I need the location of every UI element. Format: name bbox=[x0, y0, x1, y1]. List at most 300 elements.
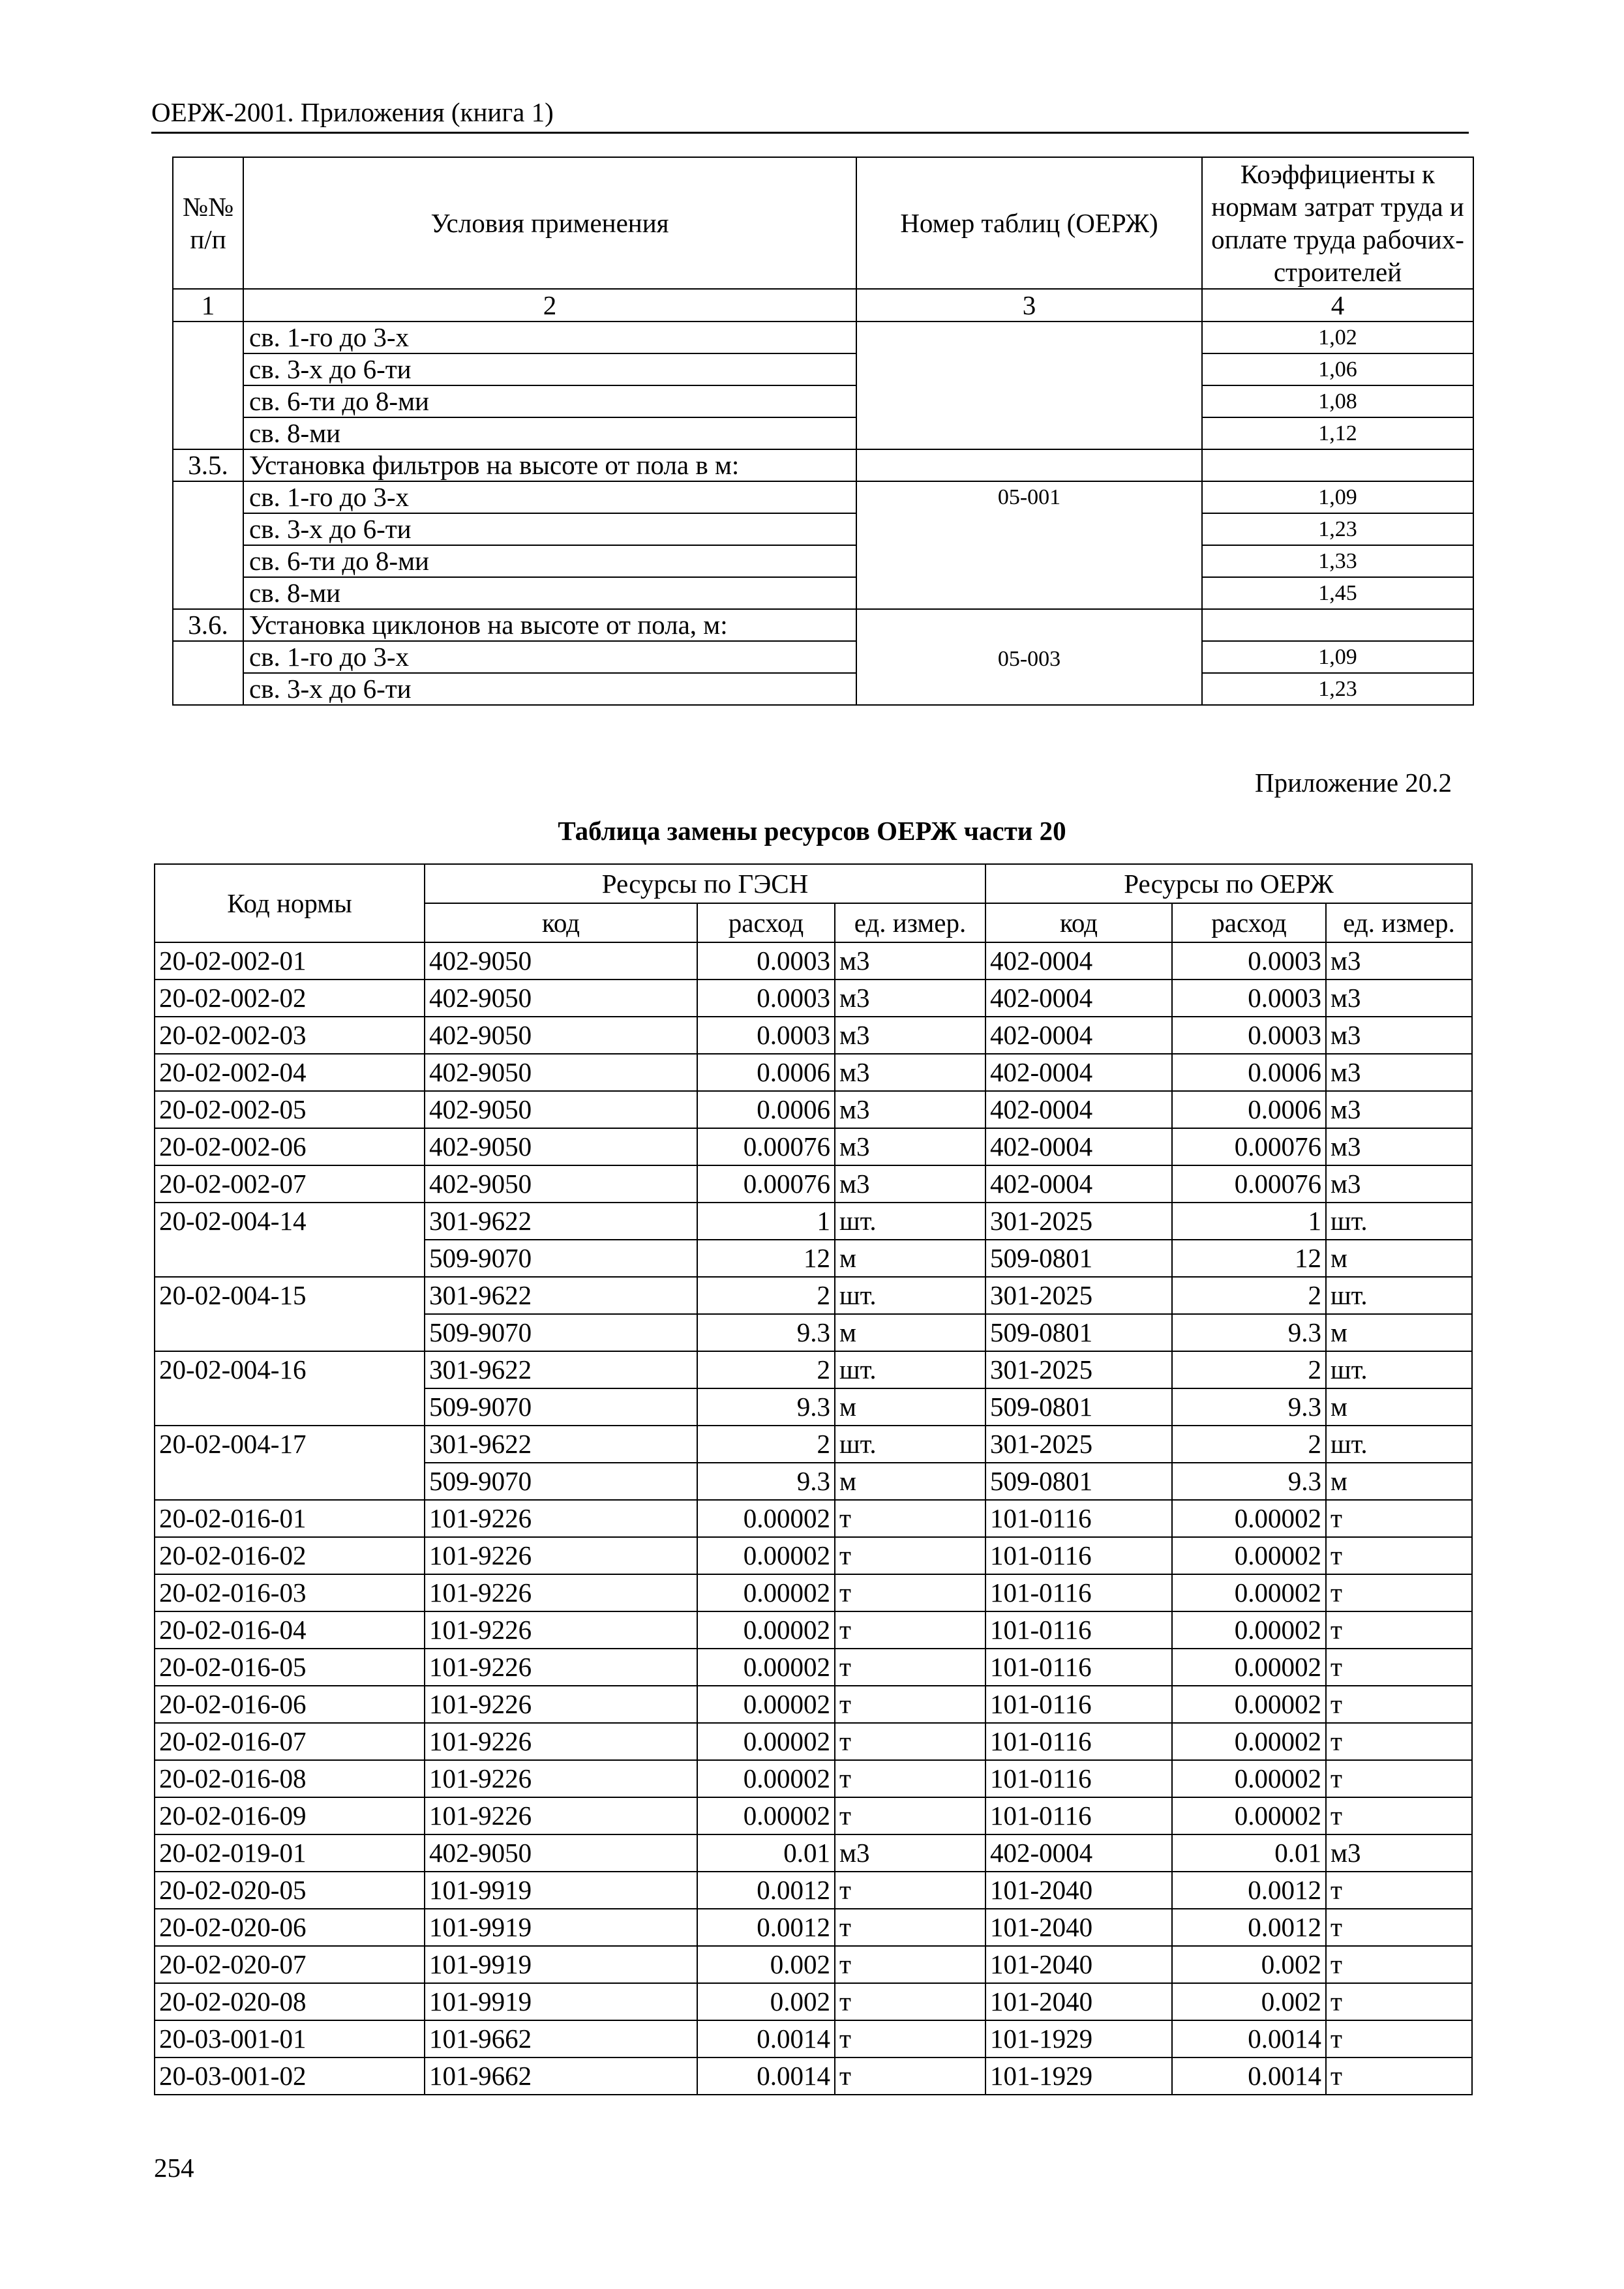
res-gesn-amount: 0.0006 bbox=[697, 1091, 835, 1128]
res-norm-code: 20-02-016-05 bbox=[155, 1649, 425, 1686]
res-gesn-code: 101-9919 bbox=[425, 1983, 697, 2020]
res-oerzh-code: 101-0116 bbox=[985, 1611, 1172, 1649]
res-oerzh-amount: 12 bbox=[1172, 1240, 1326, 1277]
coef-table-number: 05-001 bbox=[856, 481, 1202, 609]
res-header-oerzh-code: код bbox=[985, 903, 1172, 942]
res-gesn-unit: т bbox=[835, 1797, 985, 1834]
res-row bbox=[155, 2057, 1472, 2095]
coef-column-numbers-row bbox=[173, 289, 1473, 322]
res-gesn-code: 509-9070 bbox=[425, 1388, 697, 1426]
res-oerzh-amount: 0.0012 bbox=[1172, 1872, 1326, 1909]
res-gesn-unit: м3 bbox=[835, 1017, 985, 1054]
res-oerzh-amount: 0.00076 bbox=[1172, 1165, 1326, 1203]
coef-row bbox=[173, 449, 1473, 481]
res-gesn-unit: т bbox=[835, 1686, 985, 1723]
res-gesn-unit: м bbox=[835, 1314, 985, 1351]
res-oerzh-code: 101-0116 bbox=[985, 1760, 1172, 1797]
res-oerzh-unit: шт. bbox=[1326, 1277, 1472, 1314]
coef-colnum-4: 4 bbox=[1202, 289, 1473, 322]
res-norm-code: 20-02-002-07 bbox=[155, 1165, 425, 1203]
res-gesn-code: 101-9226 bbox=[425, 1537, 697, 1574]
res-gesn-amount: 0.0003 bbox=[697, 980, 835, 1017]
res-gesn-amount: 0.00002 bbox=[697, 1797, 835, 1834]
res-norm-code: 20-02-002-06 bbox=[155, 1128, 425, 1165]
coef-row bbox=[173, 577, 1473, 609]
res-oerzh-amount: 1 bbox=[1172, 1203, 1326, 1240]
res-gesn-amount: 0.002 bbox=[697, 1983, 835, 2020]
res-gesn-code: 101-9919 bbox=[425, 1872, 697, 1909]
coef-table-number: 05-003 bbox=[856, 609, 1202, 705]
res-gesn-code: 301-9622 bbox=[425, 1203, 697, 1240]
res-oerzh-code: 402-0004 bbox=[985, 980, 1172, 1017]
res-gesn-code: 101-9226 bbox=[425, 1574, 697, 1611]
res-oerzh-code: 402-0004 bbox=[985, 1128, 1172, 1165]
coef-row bbox=[173, 322, 1473, 353]
res-header-gesn: Ресурсы по ГЭСН bbox=[425, 864, 985, 903]
res-gesn-amount: 1 bbox=[697, 1203, 835, 1240]
res-gesn-code: 101-9226 bbox=[425, 1611, 697, 1649]
res-oerzh-amount: 0.00002 bbox=[1172, 1797, 1326, 1834]
res-gesn-unit: м bbox=[835, 1388, 985, 1426]
res-gesn-amount: 0.0003 bbox=[697, 942, 835, 980]
res-oerzh-amount: 0.00076 bbox=[1172, 1128, 1326, 1165]
coef-item-number bbox=[173, 322, 243, 449]
res-oerzh-amount: 9.3 bbox=[1172, 1314, 1326, 1351]
res-gesn-code: 301-9622 bbox=[425, 1426, 697, 1463]
res-oerzh-amount: 9.3 bbox=[1172, 1463, 1326, 1500]
res-oerzh-code: 301-2025 bbox=[985, 1426, 1172, 1463]
res-row bbox=[155, 1834, 1472, 1872]
table-title: Таблица замены ресурсов ОЕРЖ части 20 bbox=[558, 816, 1066, 846]
res-gesn-amount: 0.0014 bbox=[697, 2020, 835, 2057]
res-gesn-amount: 0.00002 bbox=[697, 1500, 835, 1537]
res-oerzh-code: 101-1929 bbox=[985, 2057, 1172, 2095]
resources-table bbox=[154, 863, 1473, 2095]
res-gesn-amount: 0.00076 bbox=[697, 1128, 835, 1165]
res-gesn-amount: 0.00002 bbox=[697, 1649, 835, 1686]
res-gesn-amount: 0.00002 bbox=[697, 1686, 835, 1723]
res-oerzh-amount: 0.0014 bbox=[1172, 2057, 1326, 2095]
coef-condition: св. 3-х до 6-ти bbox=[243, 353, 856, 385]
res-oerzh-unit: т bbox=[1326, 1500, 1472, 1537]
res-oerzh-code: 402-0004 bbox=[985, 1091, 1172, 1128]
res-oerzh-unit: м bbox=[1326, 1240, 1472, 1277]
res-gesn-unit: т bbox=[835, 1537, 985, 1574]
coef-item-number bbox=[173, 481, 243, 609]
res-gesn-amount: 2 bbox=[697, 1426, 835, 1463]
res-oerzh-unit: т bbox=[1326, 1537, 1472, 1574]
res-oerzh-unit: шт. bbox=[1326, 1351, 1472, 1388]
res-gesn-amount: 0.0006 bbox=[697, 1054, 835, 1091]
coef-value: 1,33 bbox=[1202, 545, 1473, 577]
res-gesn-code: 101-9662 bbox=[425, 2057, 697, 2095]
res-oerzh-amount: 2 bbox=[1172, 1351, 1326, 1388]
coef-condition: св. 1-го до 3-х bbox=[243, 641, 856, 673]
coef-item-number: 3.5. bbox=[173, 449, 243, 481]
res-gesn-unit: т bbox=[835, 1574, 985, 1611]
res-gesn-code: 402-9050 bbox=[425, 1165, 697, 1203]
res-header-oerzh-unit: ед. измер. bbox=[1326, 903, 1472, 942]
res-row bbox=[155, 1277, 1472, 1314]
coef-value: 1,06 bbox=[1202, 353, 1473, 385]
res-gesn-amount: 12 bbox=[697, 1240, 835, 1277]
res-oerzh-code: 509-0801 bbox=[985, 1314, 1172, 1351]
res-norm-code: 20-02-016-07 bbox=[155, 1723, 425, 1760]
res-header-gesn-code: код bbox=[425, 903, 697, 942]
res-row bbox=[155, 1574, 1472, 1611]
res-gesn-code: 101-9226 bbox=[425, 1686, 697, 1723]
res-gesn-code: 101-9226 bbox=[425, 1797, 697, 1834]
res-gesn-code: 402-9050 bbox=[425, 1054, 697, 1091]
res-oerzh-amount: 0.00002 bbox=[1172, 1760, 1326, 1797]
res-norm-code: 20-02-002-01 bbox=[155, 942, 425, 980]
res-gesn-unit: м bbox=[835, 1463, 985, 1500]
res-gesn-code: 301-9622 bbox=[425, 1277, 697, 1314]
res-oerzh-unit: т bbox=[1326, 1611, 1472, 1649]
res-row bbox=[155, 1649, 1472, 1686]
res-oerzh-unit: м3 bbox=[1326, 1165, 1472, 1203]
res-oerzh-unit: м bbox=[1326, 1388, 1472, 1426]
coef-condition: св. 3-х до 6-ти bbox=[243, 673, 856, 705]
res-gesn-code: 101-9919 bbox=[425, 1946, 697, 1983]
coef-item-number bbox=[173, 641, 243, 705]
res-oerzh-amount: 0.00002 bbox=[1172, 1686, 1326, 1723]
coef-value: 1,09 bbox=[1202, 641, 1473, 673]
coef-table-number bbox=[856, 449, 1202, 481]
res-norm-code: 20-02-002-03 bbox=[155, 1017, 425, 1054]
res-oerzh-amount: 0.0003 bbox=[1172, 1017, 1326, 1054]
res-gesn-unit: т bbox=[835, 1760, 985, 1797]
res-oerzh-code: 509-0801 bbox=[985, 1240, 1172, 1277]
res-row bbox=[155, 942, 1472, 980]
res-gesn-amount: 2 bbox=[697, 1351, 835, 1388]
res-gesn-unit: т bbox=[835, 1983, 985, 2020]
res-oerzh-unit: м3 bbox=[1326, 980, 1472, 1017]
res-gesn-amount: 0.0012 bbox=[697, 1872, 835, 1909]
res-gesn-unit: т bbox=[835, 1723, 985, 1760]
res-header-oerzh: Ресурсы по ОЕРЖ bbox=[985, 864, 1472, 903]
res-norm-code: 20-02-020-07 bbox=[155, 1946, 425, 1983]
res-norm-code: 20-02-016-02 bbox=[155, 1537, 425, 1574]
res-oerzh-unit: м3 bbox=[1326, 1054, 1472, 1091]
res-row bbox=[155, 1872, 1472, 1909]
coef-header-num: №№ п/п bbox=[173, 157, 243, 289]
res-oerzh-code: 101-0116 bbox=[985, 1723, 1172, 1760]
res-gesn-unit: шт. bbox=[835, 1277, 985, 1314]
res-header-oerzh-amount: расход bbox=[1172, 903, 1326, 942]
res-oerzh-code: 101-1929 bbox=[985, 2020, 1172, 2057]
coef-condition: св. 1-го до 3-х bbox=[243, 481, 856, 513]
coef-colnum-1: 1 bbox=[173, 289, 243, 322]
coef-value: 1,23 bbox=[1202, 513, 1473, 545]
res-gesn-amount: 0.002 bbox=[697, 1946, 835, 1983]
res-gesn-code: 301-9622 bbox=[425, 1351, 697, 1388]
res-row bbox=[155, 980, 1472, 1017]
res-gesn-code: 509-9070 bbox=[425, 1463, 697, 1500]
res-gesn-amount: 0.0012 bbox=[697, 1909, 835, 1946]
coef-value bbox=[1202, 449, 1473, 481]
res-row bbox=[155, 2020, 1472, 2057]
res-oerzh-amount: 0.0003 bbox=[1172, 942, 1326, 980]
res-oerzh-unit: м3 bbox=[1326, 1128, 1472, 1165]
res-gesn-unit: м3 bbox=[835, 1165, 985, 1203]
coef-row bbox=[173, 481, 1473, 513]
res-row bbox=[155, 1054, 1472, 1091]
res-oerzh-amount: 0.002 bbox=[1172, 1983, 1326, 2020]
res-oerzh-amount: 0.00002 bbox=[1172, 1649, 1326, 1686]
res-row bbox=[155, 1983, 1472, 2020]
res-oerzh-code: 101-0116 bbox=[985, 1537, 1172, 1574]
res-oerzh-amount: 0.0012 bbox=[1172, 1909, 1326, 1946]
appendix-label: Приложение 20.2 bbox=[1255, 768, 1452, 798]
res-oerzh-code: 301-2025 bbox=[985, 1277, 1172, 1314]
running-header: ОЕРЖ-2001. Приложения (книга 1) bbox=[151, 97, 554, 127]
res-oerzh-amount: 0.00002 bbox=[1172, 1537, 1326, 1574]
res-row bbox=[155, 1500, 1472, 1537]
res-gesn-amount: 0.00002 bbox=[697, 1537, 835, 1574]
res-norm-code: 20-02-004-17 bbox=[155, 1426, 425, 1500]
coef-item-number: 3.6. bbox=[173, 609, 243, 641]
res-gesn-unit: шт. bbox=[835, 1351, 985, 1388]
coef-table-number bbox=[856, 322, 1202, 449]
coef-header-coefficient: Коэффициенты к нормам затрат труда и оплате труда рабочих-строителей bbox=[1202, 157, 1473, 289]
coef-row bbox=[173, 609, 1473, 641]
res-oerzh-code: 402-0004 bbox=[985, 1165, 1172, 1203]
res-gesn-amount: 0.00002 bbox=[697, 1760, 835, 1797]
res-gesn-unit: м3 bbox=[835, 942, 985, 980]
res-oerzh-amount: 0.00002 bbox=[1172, 1500, 1326, 1537]
res-gesn-code: 402-9050 bbox=[425, 1091, 697, 1128]
res-norm-code: 20-03-001-01 bbox=[155, 2020, 425, 2057]
res-gesn-unit: т bbox=[835, 1909, 985, 1946]
res-gesn-code: 101-9226 bbox=[425, 1760, 697, 1797]
res-gesn-unit: т bbox=[835, 1500, 985, 1537]
res-oerzh-code: 101-2040 bbox=[985, 1946, 1172, 1983]
res-oerzh-amount: 2 bbox=[1172, 1277, 1326, 1314]
coef-condition: св. 1-го до 3-х bbox=[243, 322, 856, 353]
res-gesn-unit: шт. bbox=[835, 1426, 985, 1463]
coef-value: 1,45 bbox=[1202, 577, 1473, 609]
res-gesn-unit: м3 bbox=[835, 1091, 985, 1128]
res-row bbox=[155, 1946, 1472, 1983]
res-oerzh-code: 101-0116 bbox=[985, 1574, 1172, 1611]
res-norm-code: 20-02-016-06 bbox=[155, 1686, 425, 1723]
res-gesn-amount: 0.00076 bbox=[697, 1165, 835, 1203]
res-oerzh-unit: м bbox=[1326, 1314, 1472, 1351]
res-gesn-unit: т bbox=[835, 1872, 985, 1909]
res-oerzh-amount: 0.0006 bbox=[1172, 1054, 1326, 1091]
res-gesn-unit: шт. bbox=[835, 1203, 985, 1240]
res-oerzh-code: 101-0116 bbox=[985, 1500, 1172, 1537]
res-oerzh-amount: 0.0006 bbox=[1172, 1091, 1326, 1128]
coef-value: 1,02 bbox=[1202, 322, 1473, 353]
res-gesn-amount: 0.01 bbox=[697, 1834, 835, 1872]
res-oerzh-unit: т bbox=[1326, 1649, 1472, 1686]
header-rule bbox=[151, 132, 1469, 134]
res-gesn-unit: м3 bbox=[835, 1128, 985, 1165]
coef-row bbox=[173, 385, 1473, 417]
res-oerzh-unit: м3 bbox=[1326, 1091, 1472, 1128]
res-norm-code: 20-02-002-02 bbox=[155, 980, 425, 1017]
res-norm-code: 20-02-002-05 bbox=[155, 1091, 425, 1128]
coef-row bbox=[173, 513, 1473, 545]
res-gesn-unit: т bbox=[835, 1649, 985, 1686]
res-oerzh-amount: 0.01 bbox=[1172, 1834, 1326, 1872]
coef-value: 1,08 bbox=[1202, 385, 1473, 417]
res-oerzh-code: 402-0004 bbox=[985, 942, 1172, 980]
res-oerzh-unit: т bbox=[1326, 1872, 1472, 1909]
res-gesn-code: 101-9226 bbox=[425, 1649, 697, 1686]
res-norm-code: 20-02-016-08 bbox=[155, 1760, 425, 1797]
coef-header-conditions: Условия применения bbox=[243, 157, 856, 289]
res-oerzh-unit: т bbox=[1326, 1686, 1472, 1723]
res-oerzh-code: 509-0801 bbox=[985, 1463, 1172, 1500]
res-row bbox=[155, 1686, 1472, 1723]
res-gesn-amount: 0.0014 bbox=[697, 2057, 835, 2095]
coef-header-row bbox=[173, 157, 1473, 289]
res-norm-code: 20-02-004-15 bbox=[155, 1277, 425, 1351]
res-norm-code: 20-02-002-04 bbox=[155, 1054, 425, 1091]
res-gesn-unit: м3 bbox=[835, 1054, 985, 1091]
res-oerzh-unit: м3 bbox=[1326, 942, 1472, 980]
res-row bbox=[155, 1760, 1472, 1797]
res-gesn-amount: 9.3 bbox=[697, 1314, 835, 1351]
res-oerzh-unit: м3 bbox=[1326, 1834, 1472, 1872]
res-oerzh-code: 101-2040 bbox=[985, 1909, 1172, 1946]
res-row bbox=[155, 1351, 1472, 1388]
res-oerzh-amount: 0.00002 bbox=[1172, 1611, 1326, 1649]
res-row bbox=[155, 1426, 1472, 1463]
res-oerzh-amount: 9.3 bbox=[1172, 1388, 1326, 1426]
res-oerzh-code: 402-0004 bbox=[985, 1054, 1172, 1091]
res-row bbox=[155, 1537, 1472, 1574]
res-oerzh-unit: шт. bbox=[1326, 1203, 1472, 1240]
res-row bbox=[155, 1203, 1472, 1240]
coef-condition: св. 6-ти до 8-ми bbox=[243, 545, 856, 577]
res-oerzh-unit: т bbox=[1326, 1574, 1472, 1611]
res-gesn-unit: м bbox=[835, 1240, 985, 1277]
page-number: 254 bbox=[154, 2153, 194, 2183]
res-gesn-code: 402-9050 bbox=[425, 942, 697, 980]
res-gesn-amount: 9.3 bbox=[697, 1388, 835, 1426]
res-oerzh-code: 101-2040 bbox=[985, 1983, 1172, 2020]
res-oerzh-unit: т bbox=[1326, 1797, 1472, 1834]
res-gesn-unit: т bbox=[835, 1611, 985, 1649]
res-gesn-amount: 2 bbox=[697, 1277, 835, 1314]
res-gesn-amount: 0.00002 bbox=[697, 1574, 835, 1611]
res-gesn-code: 101-9226 bbox=[425, 1500, 697, 1537]
res-gesn-unit: т bbox=[835, 2020, 985, 2057]
res-header-norm-code: Код нормы bbox=[155, 864, 425, 942]
coef-row bbox=[173, 673, 1473, 705]
coef-value bbox=[1202, 609, 1473, 641]
coef-colnum-2: 2 bbox=[243, 289, 856, 322]
res-norm-code: 20-03-001-02 bbox=[155, 2057, 425, 2095]
res-oerzh-code: 402-0004 bbox=[985, 1017, 1172, 1054]
coef-value: 1,12 bbox=[1202, 417, 1473, 449]
res-norm-code: 20-02-020-05 bbox=[155, 1872, 425, 1909]
res-oerzh-unit: м bbox=[1326, 1463, 1472, 1500]
res-oerzh-code: 101-0116 bbox=[985, 1797, 1172, 1834]
res-oerzh-amount: 0.002 bbox=[1172, 1946, 1326, 1983]
res-row bbox=[155, 1797, 1472, 1834]
res-header-gesn-unit: ед. измер. bbox=[835, 903, 985, 942]
coef-colnum-3: 3 bbox=[856, 289, 1202, 322]
res-gesn-amount: 0.00002 bbox=[697, 1723, 835, 1760]
res-gesn-code: 101-9662 bbox=[425, 2020, 697, 2057]
res-oerzh-unit: т bbox=[1326, 2020, 1472, 2057]
res-row bbox=[155, 1017, 1472, 1054]
coef-condition: св. 6-ти до 8-ми bbox=[243, 385, 856, 417]
res-gesn-unit: м3 bbox=[835, 1834, 985, 1872]
coef-condition: Установка циклонов на высоте от пола, м: bbox=[243, 609, 856, 641]
res-oerzh-code: 301-2025 bbox=[985, 1351, 1172, 1388]
res-oerzh-unit: т bbox=[1326, 1946, 1472, 1983]
res-oerzh-amount: 0.0003 bbox=[1172, 980, 1326, 1017]
res-oerzh-unit: т bbox=[1326, 1909, 1472, 1946]
res-oerzh-code: 101-0116 bbox=[985, 1649, 1172, 1686]
res-oerzh-unit: шт. bbox=[1326, 1426, 1472, 1463]
res-oerzh-amount: 0.00002 bbox=[1172, 1723, 1326, 1760]
res-gesn-code: 101-9226 bbox=[425, 1723, 697, 1760]
res-gesn-amount: 0.00002 bbox=[697, 1611, 835, 1649]
coef-row bbox=[173, 641, 1473, 673]
res-gesn-code: 402-9050 bbox=[425, 980, 697, 1017]
res-norm-code: 20-02-004-14 bbox=[155, 1203, 425, 1277]
res-oerzh-unit: т bbox=[1326, 1983, 1472, 2020]
res-norm-code: 20-02-016-01 bbox=[155, 1500, 425, 1537]
res-oerzh-code: 101-0116 bbox=[985, 1686, 1172, 1723]
coef-value: 1,23 bbox=[1202, 673, 1473, 705]
res-oerzh-code: 509-0801 bbox=[985, 1388, 1172, 1426]
res-norm-code: 20-02-016-03 bbox=[155, 1574, 425, 1611]
res-gesn-code: 402-9050 bbox=[425, 1834, 697, 1872]
res-row bbox=[155, 1909, 1472, 1946]
res-gesn-code: 101-9919 bbox=[425, 1909, 697, 1946]
coef-condition: св. 8-ми bbox=[243, 417, 856, 449]
res-oerzh-unit: т bbox=[1326, 1723, 1472, 1760]
coef-row bbox=[173, 353, 1473, 385]
res-gesn-unit: т bbox=[835, 1946, 985, 1983]
res-oerzh-unit: м3 bbox=[1326, 1017, 1472, 1054]
res-gesn-code: 402-9050 bbox=[425, 1017, 697, 1054]
res-gesn-unit: м3 bbox=[835, 980, 985, 1017]
res-norm-code: 20-02-020-06 bbox=[155, 1909, 425, 1946]
coefficients-table bbox=[172, 157, 1474, 706]
res-norm-code: 20-02-016-09 bbox=[155, 1797, 425, 1834]
res-row bbox=[155, 1165, 1472, 1203]
res-gesn-code: 509-9070 bbox=[425, 1240, 697, 1277]
res-row bbox=[155, 1611, 1472, 1649]
res-norm-code: 20-02-020-08 bbox=[155, 1983, 425, 2020]
coef-value: 1,09 bbox=[1202, 481, 1473, 513]
res-gesn-amount: 9.3 bbox=[697, 1463, 835, 1500]
res-oerzh-unit: т bbox=[1326, 1760, 1472, 1797]
coef-condition: св. 3-х до 6-ти bbox=[243, 513, 856, 545]
res-header-row-1 bbox=[155, 864, 1472, 903]
res-header-gesn-amount: расход bbox=[697, 903, 835, 942]
res-gesn-unit: т bbox=[835, 2057, 985, 2095]
res-gesn-code: 509-9070 bbox=[425, 1314, 697, 1351]
res-norm-code: 20-02-004-16 bbox=[155, 1351, 425, 1426]
res-row bbox=[155, 1723, 1472, 1760]
coef-condition: Установка фильтров на высоте от пола в м: bbox=[243, 449, 856, 481]
res-gesn-code: 402-9050 bbox=[425, 1128, 697, 1165]
res-oerzh-code: 402-0004 bbox=[985, 1834, 1172, 1872]
res-oerzh-amount: 0.0014 bbox=[1172, 2020, 1326, 2057]
res-oerzh-amount: 2 bbox=[1172, 1426, 1326, 1463]
coef-row bbox=[173, 545, 1473, 577]
